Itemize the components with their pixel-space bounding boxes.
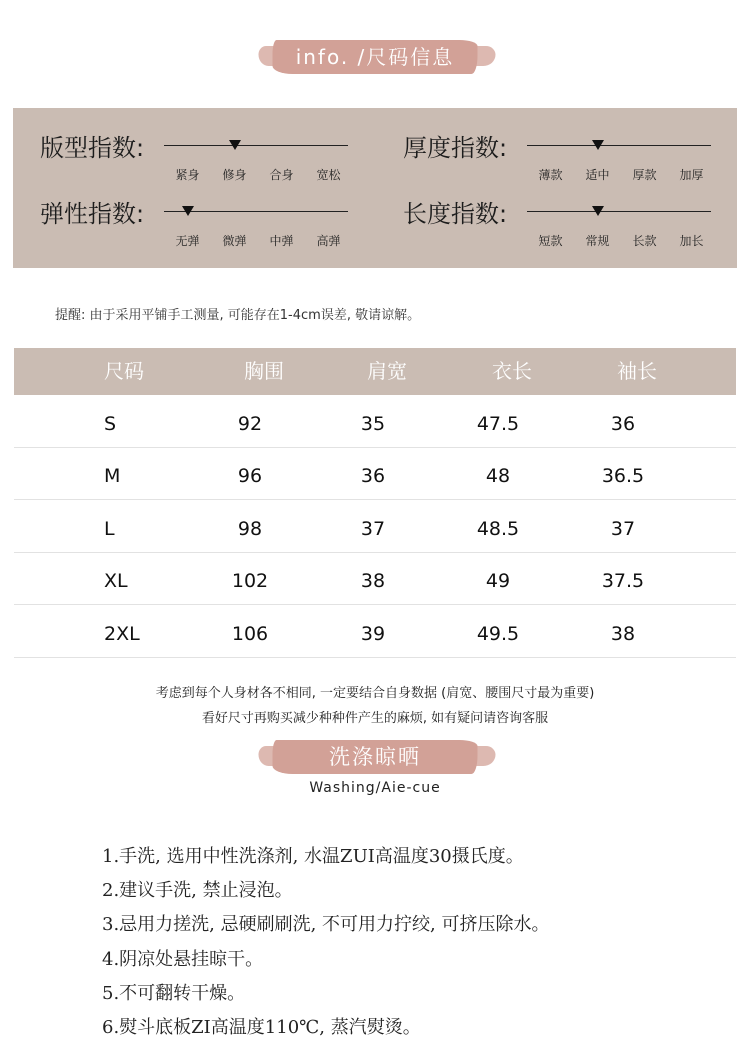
index-scale-line [527,145,711,146]
washing-step: 6.熨斗底板ZI高温度110℃, 蒸汽熨烫。 [102,1016,421,1038]
index-scale-label: 加厚 [679,168,704,182]
size-table-cell: XL [104,570,128,593]
index-scale-labels [164,232,352,249]
size-info-banner [273,40,478,74]
washing-step: 4.阴凉处悬挂晾干。 [102,948,264,970]
index-marker [229,140,241,150]
index-scale-labels [164,166,352,183]
washing-steps-list [102,840,550,1045]
size-table-cell: 36 [360,465,386,488]
table-row [14,552,736,605]
size-table-header-cell: 尺码 [104,359,144,383]
size-info-banner-text: info. /尺码信息 [295,45,455,69]
washing-banner-text: 洗涤晾晒 [329,745,421,769]
washing-step: 2.建议手洗, 禁止浸泡。 [102,880,293,902]
index-scale-label: 中弹 [269,234,294,248]
size-table-cell: 48.5 [476,517,520,540]
index-scale-label: 短款 [538,234,563,248]
index-title: 长度指数: [403,200,508,228]
index-scale-label: 薄款 [538,168,563,182]
index-scale-label: 适中 [585,168,610,182]
index-scale-line [164,145,348,146]
index-scale-label: 长款 [632,234,657,248]
size-tip-line-2: 看好尺寸再购买减少种种件产生的麻烦, 如有疑问请咨询客服 [201,711,549,726]
size-table-cell: 37 [360,517,386,540]
index-title: 厚度指数: [403,134,508,162]
index-scale-label: 厚款 [632,168,657,182]
size-table-cell: 36 [610,413,636,435]
size-table-cell: 106 [231,622,269,645]
size-table-cell: 49 [485,570,511,593]
size-table-cell: 92 [237,413,263,435]
washing-step: 3.忌用力搓洗, 忌硬刷刷洗, 不可用力拧绞, 可挤压除水。 [102,914,550,936]
size-table-cell: 38 [360,570,386,593]
size-table-cell: 98 [237,517,263,540]
index-scale-labels [527,232,715,249]
size-table-cell: 47.5 [476,413,520,435]
index-scale-label: 微弹 [222,234,247,248]
size-tip-line-1: 考虑到每个人身材各不相同, 一定要结合自身数据 (肩宽、腰围尺寸最为重要) [155,686,595,701]
size-table-cell: 2XL [104,622,140,645]
index-scale-label: 高弹 [316,234,341,248]
measurement-note: 提醒: 由于采用平铺手工测量, 可能存在1-4cm误差, 敬请谅解。 [55,308,421,323]
size-table-cell: 35 [360,413,386,435]
size-table-header-cell: 袖长 [617,359,657,383]
size-table-cell: 102 [231,570,269,593]
index-scale-label: 修身 [222,168,247,182]
size-table-header-cell: 衣长 [492,359,532,383]
size-table-header-cell: 肩宽 [367,359,407,383]
fit-index-panel [13,108,737,268]
size-table-cell: 36.5 [601,465,645,488]
index-scale-labels [527,166,715,183]
table-row [14,605,736,658]
size-table-cell: 96 [237,465,263,488]
size-table-cell: 49.5 [476,622,520,645]
size-table-header-cell: 胸围 [244,359,284,383]
index-title: 弹性指数: [40,200,145,228]
size-table-cell: M [104,465,121,488]
size-table-cell: 37.5 [601,570,645,593]
index-marker [592,206,604,216]
index-scale-label: 加长 [679,234,704,248]
washing-subtitle: Washing/Aie-cue [309,780,441,796]
index-scale-label: 紧身 [175,168,200,182]
index-scale-label: 合身 [269,168,294,182]
index-scale-line [527,211,711,212]
size-table-cell: 37 [610,517,636,540]
washing-step: 5.不可翻转干燥。 [102,982,246,1004]
index-scale-label: 宽松 [316,168,341,182]
index-title: 版型指数: [40,134,145,162]
size-table-cell: L [104,517,115,540]
size-table-cell: S [104,413,117,435]
size-table-header [14,348,736,395]
index-marker [592,140,604,150]
table-row [14,395,736,448]
washing-banner [273,740,478,774]
washing-step: 1.手洗, 选用中性洗涤剂, 水温ZUI高温度30摄氏度。 [102,846,524,867]
size-table-cell: 38 [610,622,636,645]
table-row [14,447,736,500]
table-row [14,500,736,553]
index-scale-label: 无弹 [175,234,200,248]
size-table-cell: 39 [360,622,386,645]
index-marker [182,206,194,216]
size-table-cell: 48 [485,465,511,488]
index-scale-label: 常规 [585,234,610,248]
